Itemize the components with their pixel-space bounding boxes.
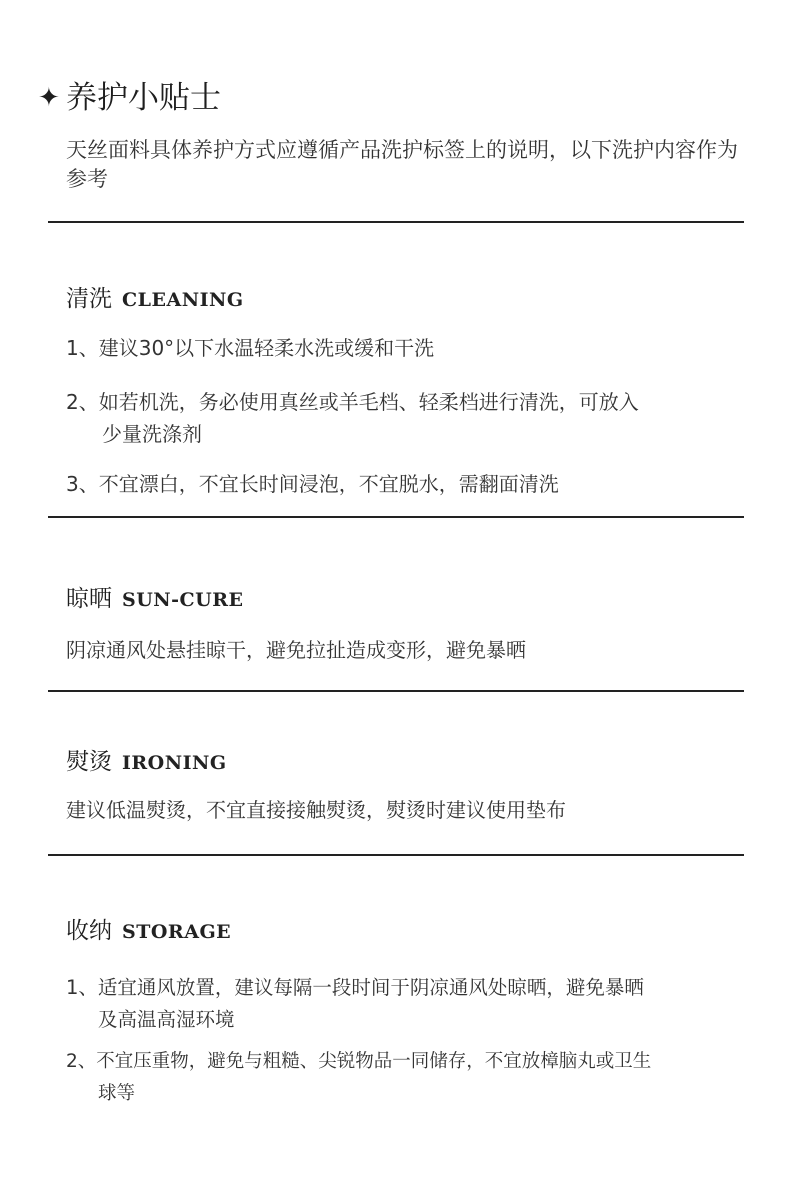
section-title-storage — [66, 916, 231, 947]
list-item-continuation: 球等 — [98, 1083, 136, 1104]
list-item-text: 2、不宜压重物，避免与粗糙、尖锐物品一同储存，不宜放樟脑丸或卫生 — [66, 1051, 652, 1072]
section-title-cn: 收纳 — [66, 918, 112, 944]
divider — [48, 516, 744, 518]
page-title — [38, 78, 221, 118]
section-title-cn: 清洗 — [66, 286, 112, 312]
section-title-en: IRONING — [122, 752, 227, 774]
intro-text: 天丝面料具体养护方式应遵循产品洗护标签上的说明，以下洗护内容作为参考 — [66, 138, 738, 191]
list-item-continuation: 及高温高湿环境 — [98, 1008, 235, 1031]
divider — [48, 854, 744, 856]
list-item — [66, 468, 756, 500]
section-title-en: SUN-CURE — [122, 589, 244, 611]
section-title-ironing — [66, 747, 227, 778]
ironing-text: 建议低温熨烫，不宜直接接触熨烫，熨烫时建议使用垫布 — [66, 798, 566, 822]
list-item — [66, 972, 756, 1036]
section-title-cleaning — [66, 284, 244, 315]
list-item-text: 1、适宜通风放置，建议每隔一段时间于阴凉通风处晾晒，避免暴晒 — [66, 976, 644, 999]
list-item — [66, 332, 756, 364]
star-icon: ✦ — [38, 83, 60, 113]
list-item-continuation: 少量洗涤剂 — [102, 422, 202, 446]
divider — [48, 690, 744, 692]
list-item-text: 3、不宜漂白，不宜长时间浸泡，不宜脱水，需翻面清洗 — [66, 472, 559, 496]
suncure-text: 阴凉通风处悬挂晾干，避免拉扯造成变形，避免暴晒 — [66, 638, 526, 662]
section-title-cn: 熨烫 — [66, 749, 112, 775]
section-title-suncure — [66, 584, 244, 615]
list-item-text: 2、如若机洗，务必使用真丝或羊毛档、轻柔档进行清洗，可放入 — [66, 390, 639, 414]
page-title-text: 养护小贴士 — [66, 80, 221, 116]
section-title-en: CLEANING — [122, 289, 244, 311]
section-title-cn: 晾晒 — [66, 586, 112, 612]
list-item — [66, 386, 756, 450]
section-title-en: STORAGE — [122, 921, 232, 943]
list-item-text: 1、建议30°以下水温轻柔水洗或缓和干洗 — [66, 336, 435, 360]
divider — [48, 221, 744, 223]
list-item — [66, 1046, 756, 1110]
